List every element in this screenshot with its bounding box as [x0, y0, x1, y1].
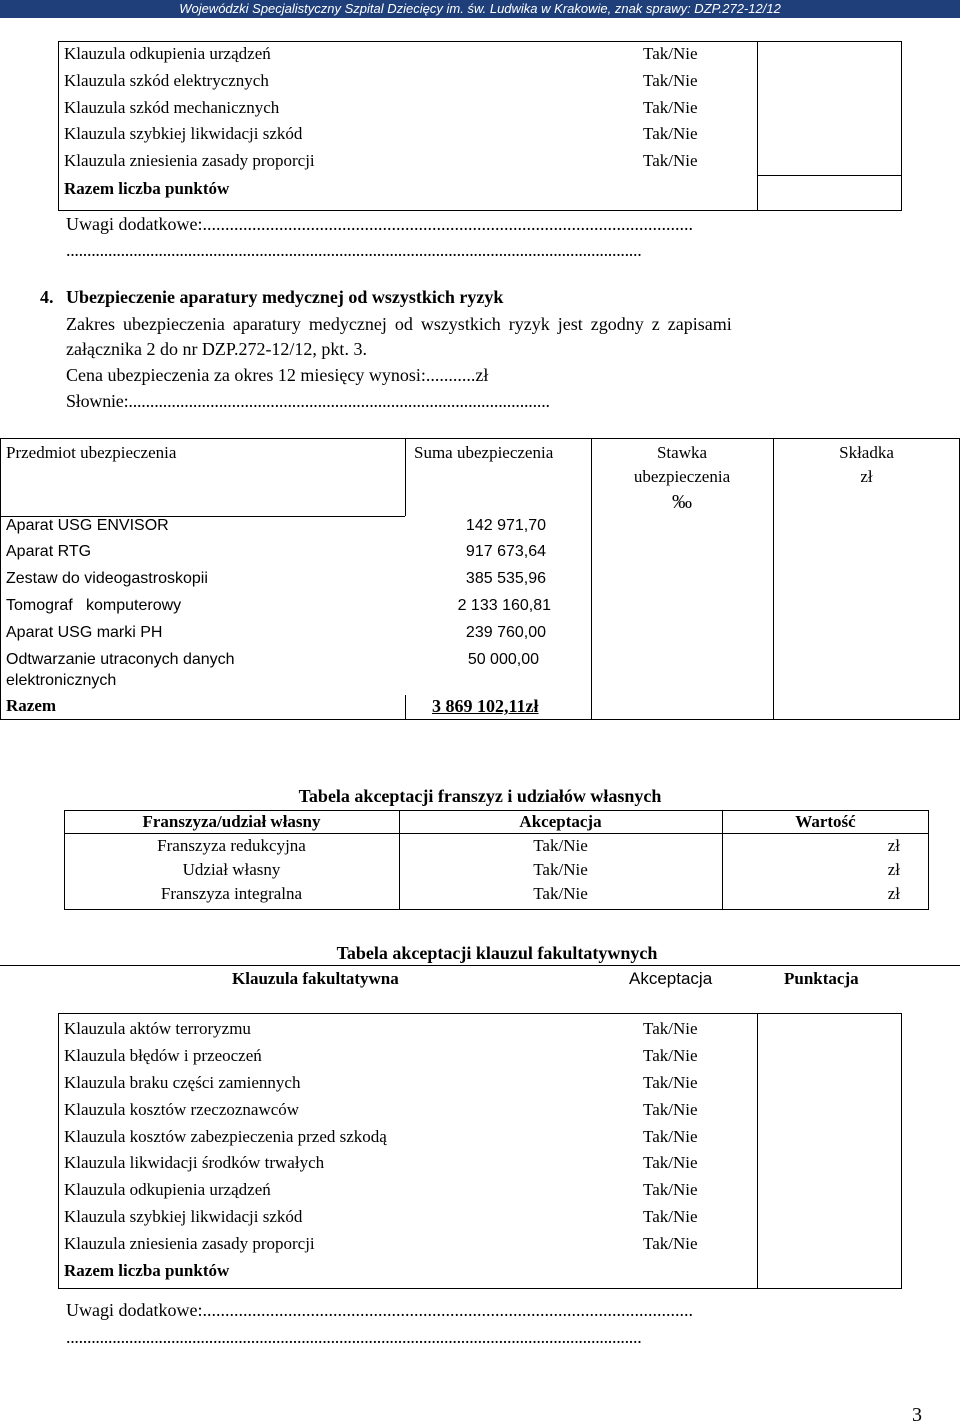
franchise-accept: Tak/Nie [533, 860, 588, 879]
equipment-name: Aparat USG ENVISOR [6, 517, 169, 534]
clause-name: Klauzula błędów i przeoczeń [64, 1046, 262, 1065]
equipment-sum: 142 971,70 [465, 517, 546, 534]
clause-value: Tak/Nie [643, 151, 698, 170]
franchise-name: Franszyza redukcyjna [157, 836, 306, 855]
equipment-sum: 917 673,64 [465, 543, 546, 560]
franchise-name: Udział własny [182, 860, 281, 879]
price-line: Cena ubezpieczenia za okres 12 miesięcy wynosi:...........zł [66, 365, 489, 385]
clause-name: Klauzula szybkiej likwidacji szkód [64, 124, 303, 143]
section-paragraph: Zakres ubezpieczenia aparatury medycznej od wszystkich ryzyk jest zgodny z zapisami [66, 314, 732, 334]
clause-value: Tak/Nie [643, 1207, 698, 1226]
equipment-sum: 385 535,96 [465, 570, 546, 587]
top-table-divider [757, 41, 758, 211]
header-premium: Składka [839, 443, 894, 462]
points-total-label: Razem liczba punktów [64, 1261, 230, 1280]
points-total-label: Razem liczba punktów [64, 179, 230, 198]
equipment-total-label: Razem [6, 696, 57, 715]
clause-name: Klauzula odkupienia urządzeń [64, 44, 271, 63]
franchise-header: Wartość [795, 812, 856, 831]
section-number: 4. [40, 287, 54, 307]
notes-line: Uwagi dodatkowe:............................................................................................................. [66, 1300, 693, 1320]
clause-name: Klauzula szkód mechanicznych [64, 98, 280, 117]
clauses-header: Klauzula fakultatywna [232, 969, 399, 988]
notes-line: Uwagi dodatkowe:............................................................................................................. [66, 214, 693, 234]
clauses-header: Punktacja [784, 969, 859, 988]
franchise-value: zł [887, 860, 900, 879]
page-number: 3 [912, 1404, 922, 1426]
clause-name: Klauzula odkupienia urządzeń [64, 1180, 271, 1199]
clause-value: Tak/Nie [643, 71, 698, 90]
clause-value: Tak/Nie [643, 1127, 698, 1146]
equipment-name: Zestaw do videogastroskopii [6, 570, 208, 587]
document-header: Wojewódzki Specjalistyczny Szpital Dziecięcy im. św. Ludwika w Krakowie, znak sprawy: DZP.272-12/12 [0, 0, 960, 18]
equipment-name: Aparat RTG [6, 543, 92, 560]
notes-line: ......................................................................................................................................... [66, 240, 642, 260]
franchise-header: Akceptacja [519, 812, 602, 831]
top-table-total-line [757, 175, 902, 176]
clause-name: Klauzula zniesienia zasady proporcji [64, 1234, 315, 1253]
clause-name: Klauzula kosztów rzeczoznawców [64, 1100, 300, 1119]
clause-name: Klauzula szkód elektrycznych [64, 71, 269, 90]
header-sum: Suma ubezpieczenia [414, 443, 554, 462]
equipment-col-divider [405, 695, 406, 720]
equipment-col-divider [405, 438, 406, 516]
header-rate: Stawka [656, 443, 708, 462]
franchise-name: Franszyza integralna [160, 884, 303, 903]
clause-name: Klauzula braku części zamiennych [64, 1073, 301, 1092]
clauses-header: Akceptacja [629, 969, 713, 988]
clause-value: Tak/Nie [643, 1180, 698, 1199]
franchise-value: zł [887, 836, 900, 855]
clause-value: Tak/Nie [643, 1100, 698, 1119]
clause-value: Tak/Nie [643, 1046, 698, 1065]
clause-value: Tak/Nie [643, 44, 698, 63]
header-subject: Przedmiot ubezpieczenia [6, 443, 177, 462]
franchise-table-title: Tabela akceptacji franszyz i udziałów własnych [298, 786, 662, 806]
equipment-name: Tomograf komputerowy [6, 597, 182, 614]
clause-name: Klauzula aktów terroryzmu [64, 1019, 251, 1038]
franchise-header-line [64, 833, 929, 834]
clause-value: Tak/Nie [643, 98, 698, 117]
clause-value: Tak/Nie [643, 1153, 698, 1172]
equipment-sum: 50 000,00 [467, 651, 539, 668]
clause-name: Klauzula likwidacji środków trwałych [64, 1153, 325, 1172]
franchise-header: Franszyza/udział własny [142, 812, 321, 831]
header-rate: ubezpieczenia [633, 467, 731, 486]
clause-name: Klauzula kosztów zabezpieczenia przed szkodą [64, 1127, 387, 1146]
equipment-name: Odtwarzanie utraconych danych [6, 651, 235, 668]
equipment-sum: 239 760,00 [465, 624, 546, 641]
franchise-accept: Tak/Nie [533, 884, 588, 903]
clause-name: Klauzula zniesienia zasady proporcji [64, 151, 315, 170]
clause-value: Tak/Nie [643, 1073, 698, 1092]
section-title: Ubezpieczenie aparatury medycznej od wszystkich ryzyk [66, 287, 504, 307]
franchise-accept: Tak/Nie [533, 836, 588, 855]
franchise-value: zł [887, 884, 900, 903]
section-paragraph: załącznika 2 do nr DZP.272-12/12, pkt. 3. [66, 339, 367, 359]
header-premium-unit: zł [860, 467, 873, 486]
notes-line: ......................................................................................................................................... [66, 1327, 642, 1347]
price-words-line: Słownie:.................................................................................................. [66, 391, 550, 411]
clauses-table-title: Tabela akceptacji klauzul fakultatywnych [336, 943, 658, 963]
header-rate-unit: ‰ [672, 491, 692, 513]
equipment-name: Aparat USG marki PH [6, 624, 163, 641]
clause-value: Tak/Nie [643, 124, 698, 143]
clause-name: Klauzula szybkiej likwidacji szkód [64, 1207, 303, 1226]
equipment-sum: 2 133 160,81 [457, 597, 551, 614]
clauses-col-divider [757, 1013, 758, 1289]
equipment-total-value: 3 869 102,11zł [432, 696, 539, 716]
clause-value: Tak/Nie [643, 1234, 698, 1253]
clause-value: Tak/Nie [643, 1019, 698, 1038]
equipment-name-cont: elektronicznych [6, 672, 117, 689]
